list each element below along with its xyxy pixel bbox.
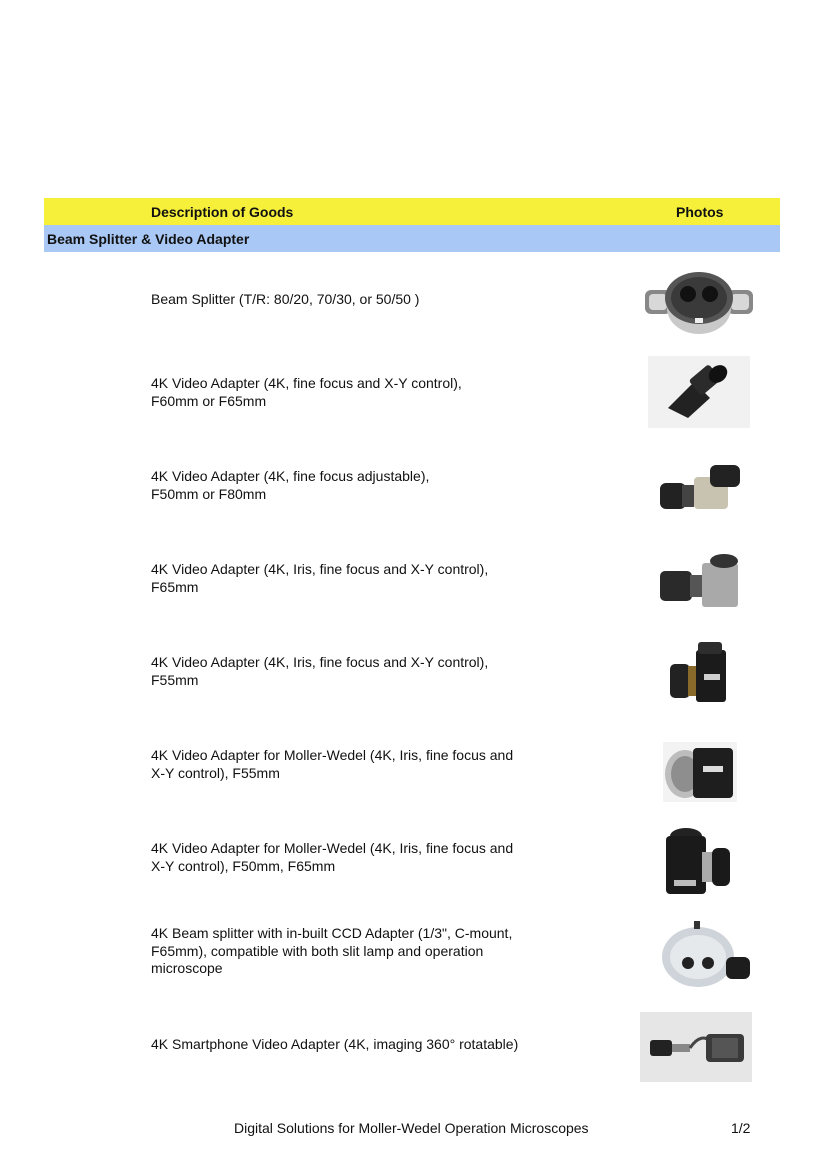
table-header-row xyxy=(44,198,780,225)
table-row xyxy=(0,998,826,1091)
video-adapter-beige-icon xyxy=(658,463,744,519)
item-description: 4K Video Adapter (4K, Iris, fine focus and X-Y control), F65mm xyxy=(151,561,489,595)
beam-splitter-ccd-icon xyxy=(660,917,754,989)
table-row xyxy=(0,254,826,347)
beam-splitter-icon xyxy=(643,268,755,338)
table-row xyxy=(0,440,826,533)
table-row xyxy=(0,812,826,905)
column-header-description: Description of Goods xyxy=(151,204,294,220)
table-row xyxy=(0,905,826,998)
section-heading: Beam Splitter & Video Adapter xyxy=(47,231,250,247)
item-description: 4K Video Adapter (4K, fine focus and X-Y control), F60mm or F65mm xyxy=(151,375,462,409)
page-number: 1/2 xyxy=(731,1120,751,1136)
column-header-photos: Photos xyxy=(676,204,724,220)
item-description: 4K Smartphone Video Adapter (4K, imaging 360° rotatable) xyxy=(151,1036,519,1052)
table-row xyxy=(0,347,826,440)
item-description: Beam Splitter (T/R: 80/20, 70/30, or 50/50 ) xyxy=(151,291,420,307)
moller-wedel-adapter-black-icon xyxy=(658,826,732,898)
video-adapter-silver-icon xyxy=(660,553,742,609)
item-description: 4K Video Adapter (4K, fine focus adjustable), F50mm or F80mm xyxy=(151,468,430,502)
item-description: 4K Video Adapter (4K, Iris, fine focus and X-Y control), F55mm xyxy=(151,654,489,688)
video-adapter-angled-icon xyxy=(648,356,750,428)
footer-title: Digital Solutions for Moller-Wedel Operation Microscopes xyxy=(234,1120,589,1136)
table-row xyxy=(0,626,826,719)
smartphone-adapter-icon xyxy=(640,1012,752,1082)
moller-wedel-adapter-icon xyxy=(663,740,737,804)
section-heading-row xyxy=(44,225,780,252)
item-description: 4K Video Adapter for Moller-Wedel (4K, Iris, fine focus and X-Y control), F55mm xyxy=(151,747,514,781)
item-description: 4K Beam splitter with in-built CCD Adapter (1/3", C-mount, F65mm), compatible with both slit lamp and operation microscope xyxy=(151,925,513,976)
table-row xyxy=(0,533,826,626)
item-description: 4K Video Adapter for Moller-Wedel (4K, Iris, fine focus and X-Y control), F50mm, F65mm xyxy=(151,840,514,874)
table-row xyxy=(0,719,826,812)
video-adapter-black-icon xyxy=(668,640,730,706)
